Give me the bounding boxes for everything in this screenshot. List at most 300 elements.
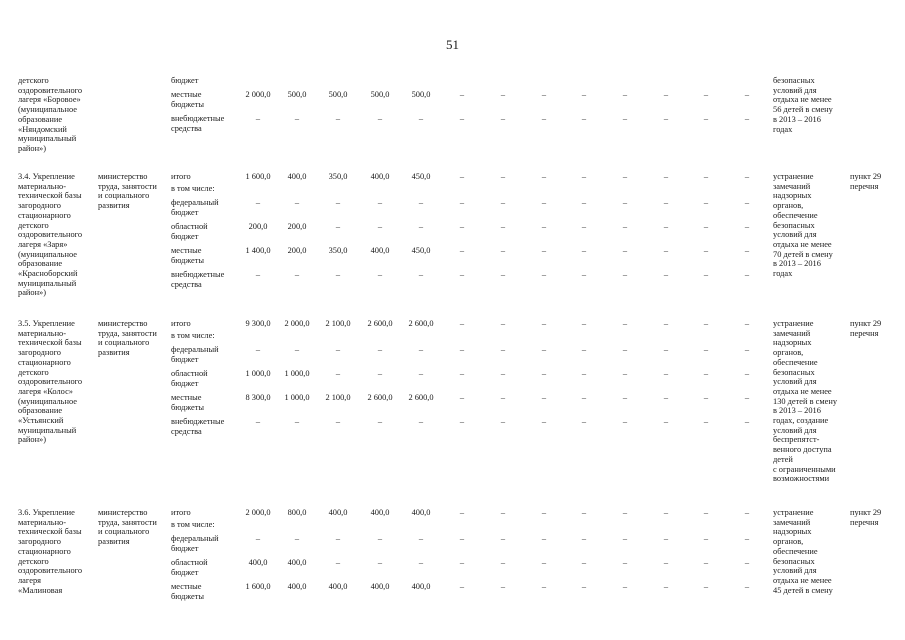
funding-amount-cell: 1 600,0 xyxy=(245,172,271,181)
measure-name-line: лагеря xyxy=(18,575,41,585)
funding-amount-cell: – xyxy=(418,558,424,567)
empty-year-cell: – xyxy=(703,582,709,591)
empty-year-cell: – xyxy=(500,345,506,354)
empty-year-cell: – xyxy=(663,246,669,255)
funding-amount-cell: – xyxy=(335,198,341,207)
funding-amount-cell: – xyxy=(294,417,300,426)
empty-year-cell: – xyxy=(541,172,547,181)
empty-year-cell: – xyxy=(541,534,547,543)
empty-year-cell: – xyxy=(622,90,628,99)
measure-name-line: образование xyxy=(18,406,63,416)
funding-source-label: местные xyxy=(171,582,202,591)
measure-name-line: технической базы xyxy=(18,338,82,348)
empty-year-cell: – xyxy=(703,345,709,354)
empty-year-cell: – xyxy=(622,114,628,123)
empty-year-cell: – xyxy=(622,508,628,517)
empty-year-cell: – xyxy=(703,534,709,543)
measure-name-line: загородного xyxy=(18,201,61,211)
measure-name-line: «Устьянский xyxy=(18,416,64,425)
empty-year-cell: – xyxy=(459,90,465,99)
expected-result-line: обеспечение xyxy=(773,546,818,556)
empty-year-cell: – xyxy=(663,534,669,543)
empty-year-cell: – xyxy=(581,319,587,328)
empty-year-cell: – xyxy=(459,198,465,207)
empty-year-cell: – xyxy=(500,508,506,517)
funding-amount-cell: – xyxy=(377,270,383,279)
funding-amount-cell: – xyxy=(377,369,383,378)
expected-result-line: отдыха не менее xyxy=(773,95,832,105)
executor-line: министерство xyxy=(98,172,148,181)
funding-amount-cell: 400,0 xyxy=(370,246,390,255)
empty-year-cell: – xyxy=(663,90,669,99)
empty-year-cell: – xyxy=(459,393,465,402)
empty-year-cell: – xyxy=(663,114,669,123)
measure-name-line: материально- xyxy=(18,328,67,338)
empty-year-cell: – xyxy=(500,369,506,378)
executor-line: труда, занятости xyxy=(98,328,157,338)
funding-source-label: бюджет xyxy=(171,567,199,577)
empty-year-cell: – xyxy=(744,172,750,181)
empty-year-cell: – xyxy=(459,114,465,123)
expected-result-line: устранение xyxy=(773,172,814,181)
empty-year-cell: – xyxy=(622,222,628,231)
empty-year-cell: – xyxy=(459,345,465,354)
funding-amount-cell: – xyxy=(255,114,261,123)
funding-amount-cell: – xyxy=(377,534,383,543)
expected-result-line: замечаний xyxy=(773,517,811,527)
empty-year-cell: – xyxy=(500,198,506,207)
funding-amount-cell: – xyxy=(255,198,261,207)
funding-source-label: бюджет xyxy=(171,207,199,217)
empty-year-cell: – xyxy=(744,345,750,354)
measure-name-line: материально- xyxy=(18,517,67,527)
empty-year-cell: – xyxy=(581,222,587,231)
funding-amount-cell: 450,0 xyxy=(411,172,431,181)
empty-year-cell: – xyxy=(703,270,709,279)
empty-year-cell: – xyxy=(581,582,587,591)
empty-year-cell: – xyxy=(622,417,628,426)
empty-year-cell: – xyxy=(703,222,709,231)
empty-year-cell: – xyxy=(541,114,547,123)
empty-year-cell: – xyxy=(459,172,465,181)
funding-amount-cell: 2 600,0 xyxy=(408,319,434,328)
empty-year-cell: – xyxy=(622,198,628,207)
funding-amount-cell: – xyxy=(335,222,341,231)
empty-year-cell: – xyxy=(459,270,465,279)
empty-year-cell: – xyxy=(581,246,587,255)
funding-source-label: внебюджетные xyxy=(171,417,225,426)
empty-year-cell: – xyxy=(703,558,709,567)
measure-name-line: стационарного xyxy=(18,357,71,367)
funding-amount-cell: 1 000,0 xyxy=(245,369,271,378)
expected-result-line: венного доступа xyxy=(773,445,832,455)
empty-year-cell: – xyxy=(541,369,547,378)
empty-year-cell: – xyxy=(459,319,465,328)
empty-year-cell: – xyxy=(581,198,587,207)
empty-year-cell: – xyxy=(541,246,547,255)
empty-year-cell: – xyxy=(622,172,628,181)
funding-amount-cell: – xyxy=(418,114,424,123)
funding-amount-cell: – xyxy=(418,417,424,426)
funding-amount-cell: 8 300,0 xyxy=(245,393,271,402)
measure-name-line: (муниципальное xyxy=(18,105,77,115)
expected-result-line: органов, xyxy=(773,348,804,358)
empty-year-cell: – xyxy=(663,582,669,591)
expected-result-line: условий для xyxy=(773,425,817,435)
empty-year-cell: – xyxy=(541,222,547,231)
empty-year-cell: – xyxy=(541,198,547,207)
funding-amount-cell: 400,0 xyxy=(370,172,390,181)
empty-year-cell: – xyxy=(622,558,628,567)
expected-result-line: условий для xyxy=(773,230,817,240)
measure-name-line: загородного xyxy=(18,537,61,547)
empty-year-cell: – xyxy=(581,345,587,354)
expected-result-line: 56 детей в смену xyxy=(773,105,833,115)
measure-name-line: лагеря «Колос» xyxy=(18,386,73,396)
empty-year-cell: – xyxy=(500,417,506,426)
funding-amount-cell: – xyxy=(294,114,300,123)
empty-year-cell: – xyxy=(744,246,750,255)
funding-source-label: в том числе: xyxy=(171,184,215,193)
executor-line: развития xyxy=(98,348,130,358)
empty-year-cell: – xyxy=(622,534,628,543)
expected-result-line: условий для xyxy=(773,377,817,387)
funding-amount-cell: – xyxy=(335,558,341,567)
executor-line: и социального xyxy=(98,527,150,537)
funding-source-label: бюджет xyxy=(171,76,199,85)
funding-amount-cell: – xyxy=(255,345,261,354)
funding-source-label: местные xyxy=(171,90,202,99)
executor-line: и социального xyxy=(98,338,150,348)
funding-amount-cell: – xyxy=(377,345,383,354)
funding-amount-cell: – xyxy=(255,534,261,543)
funding-amount-cell: 1 600,0 xyxy=(245,582,271,591)
empty-year-cell: – xyxy=(703,172,709,181)
empty-year-cell: – xyxy=(744,198,750,207)
measure-name-line: «Няндомский xyxy=(18,124,67,134)
measure-name-line: (муниципальное xyxy=(18,396,77,406)
expected-result-line: 45 детей в смену xyxy=(773,585,833,595)
funding-source-label: бюджеты xyxy=(171,255,205,265)
funding-amount-cell: – xyxy=(335,417,341,426)
funding-amount-cell: – xyxy=(377,198,383,207)
funding-amount-cell: 400,0 xyxy=(287,558,307,567)
measure-name-line: район») xyxy=(18,288,47,298)
empty-year-cell: – xyxy=(663,369,669,378)
empty-year-cell: – xyxy=(744,508,750,517)
empty-year-cell: – xyxy=(459,222,465,231)
executor-line: министерство xyxy=(98,319,148,328)
funding-amount-cell: 200,0 xyxy=(248,222,268,231)
empty-year-cell: – xyxy=(541,393,547,402)
empty-year-cell: – xyxy=(500,270,506,279)
funding-amount-cell: 2 000,0 xyxy=(245,90,271,99)
measure-name-line: лагеря «Заря» xyxy=(18,239,68,249)
measure-name-line: муниципальный xyxy=(18,134,77,144)
funding-source-label: итого xyxy=(171,508,191,517)
expected-result-line: безопасных xyxy=(773,556,815,566)
funding-amount-cell: 400,0 xyxy=(328,508,348,517)
executor-line: развития xyxy=(98,537,130,547)
expected-result-line: обеспечение xyxy=(773,357,818,367)
funding-amount-cell: 400,0 xyxy=(370,582,390,591)
funding-amount-cell: 200,0 xyxy=(287,246,307,255)
funding-source-label: местные xyxy=(171,246,202,255)
funding-amount-cell: – xyxy=(255,270,261,279)
empty-year-cell: – xyxy=(703,114,709,123)
expected-result-line: годах, создание xyxy=(773,416,829,425)
funding-amount-cell: 2 000,0 xyxy=(245,508,271,517)
empty-year-cell: – xyxy=(622,246,628,255)
expected-result-line: устранение xyxy=(773,508,814,517)
funding-source-label: в том числе: xyxy=(171,520,215,529)
empty-year-cell: – xyxy=(541,558,547,567)
reference-line: перечня xyxy=(850,517,879,527)
measure-name-line: загородного xyxy=(18,348,61,358)
funding-amount-cell: – xyxy=(294,270,300,279)
empty-year-cell: – xyxy=(541,90,547,99)
funding-amount-cell: 1 000,0 xyxy=(284,393,310,402)
empty-year-cell: – xyxy=(663,222,669,231)
empty-year-cell: – xyxy=(500,222,506,231)
empty-year-cell: – xyxy=(500,534,506,543)
expected-result-line: в 2013 – 2016 xyxy=(773,406,821,416)
empty-year-cell: – xyxy=(500,114,506,123)
funding-source-label: итого xyxy=(171,172,191,181)
funding-amount-cell: 450,0 xyxy=(411,246,431,255)
measure-name-line: 3.5. Укрепление xyxy=(18,319,75,328)
expected-result-line: годах xyxy=(773,124,793,134)
funding-amount-cell: 400,0 xyxy=(328,582,348,591)
reference-line: пункт 29 xyxy=(850,172,882,181)
funding-amount-cell: 2 000,0 xyxy=(284,319,310,328)
funding-source-label: в том числе: xyxy=(171,331,215,340)
funding-source-label: областной xyxy=(171,222,208,231)
funding-source-label: бюджеты xyxy=(171,402,205,412)
empty-year-cell: – xyxy=(581,417,587,426)
measure-name-line: стационарного xyxy=(18,546,71,556)
empty-year-cell: – xyxy=(581,393,587,402)
measure-name-line: материально- xyxy=(18,181,67,191)
empty-year-cell: – xyxy=(581,270,587,279)
measure-name-line: детского xyxy=(18,367,49,377)
funding-amount-cell: 1 400,0 xyxy=(245,246,271,255)
executor-line: труда, занятости xyxy=(98,517,157,527)
empty-year-cell: – xyxy=(622,270,628,279)
empty-year-cell: – xyxy=(703,369,709,378)
empty-year-cell: – xyxy=(581,508,587,517)
expected-result-line: органов, xyxy=(773,201,804,211)
funding-amount-cell: 2 100,0 xyxy=(325,393,351,402)
measure-name-line: 3.6. Укрепление xyxy=(18,508,75,517)
page-number: 51 xyxy=(446,37,459,52)
funding-amount-cell: – xyxy=(418,369,424,378)
empty-year-cell: – xyxy=(541,417,547,426)
funding-amount-cell: – xyxy=(377,558,383,567)
empty-year-cell: – xyxy=(663,393,669,402)
expected-result-line: в 2013 – 2016 xyxy=(773,114,821,124)
empty-year-cell: – xyxy=(541,270,547,279)
empty-year-cell: – xyxy=(744,319,750,328)
empty-year-cell: – xyxy=(622,582,628,591)
empty-year-cell: – xyxy=(581,114,587,123)
funding-source-label: областной xyxy=(171,558,208,567)
funding-source-label: бюджет xyxy=(171,231,199,241)
expected-result-line: условий для xyxy=(773,566,817,576)
expected-result-line: устранение xyxy=(773,319,814,328)
empty-year-cell: – xyxy=(703,393,709,402)
empty-year-cell: – xyxy=(703,417,709,426)
funding-source-label: бюджет xyxy=(171,354,199,364)
measure-name-line: оздоровительного xyxy=(18,377,83,387)
measure-name-line: детского xyxy=(18,556,49,566)
funding-amount-cell: 9 300,0 xyxy=(245,319,271,328)
empty-year-cell: – xyxy=(581,90,587,99)
expected-result-line: надзорных xyxy=(773,527,812,537)
empty-year-cell: – xyxy=(459,417,465,426)
empty-year-cell: – xyxy=(459,508,465,517)
expected-result-line: безопасных xyxy=(773,76,815,85)
measure-name-line: муниципальный xyxy=(18,278,77,288)
empty-year-cell: – xyxy=(622,393,628,402)
funding-amount-cell: 400,0 xyxy=(411,582,431,591)
empty-year-cell: – xyxy=(541,319,547,328)
funding-amount-cell: – xyxy=(418,345,424,354)
funding-amount-cell: – xyxy=(335,345,341,354)
measure-name-line: технической базы xyxy=(18,527,82,537)
empty-year-cell: – xyxy=(500,319,506,328)
funding-amount-cell: 500,0 xyxy=(411,90,431,99)
expected-result-line: годах xyxy=(773,269,793,278)
funding-amount-cell: 1 000,0 xyxy=(284,369,310,378)
empty-year-cell: – xyxy=(500,582,506,591)
funding-amount-cell: – xyxy=(418,198,424,207)
funding-amount-cell: 400,0 xyxy=(248,558,268,567)
measure-name-line: оздоровительного xyxy=(18,566,83,576)
funding-amount-cell: – xyxy=(377,114,383,123)
empty-year-cell: – xyxy=(541,582,547,591)
funding-source-label: средства xyxy=(171,426,202,436)
expected-result-line: с ограниченными xyxy=(773,464,836,474)
empty-year-cell: – xyxy=(744,270,750,279)
funding-amount-cell: 800,0 xyxy=(287,508,307,517)
empty-year-cell: – xyxy=(744,582,750,591)
empty-year-cell: – xyxy=(663,558,669,567)
funding-amount-cell: 2 600,0 xyxy=(408,393,434,402)
funding-source-label: федеральный xyxy=(171,345,219,354)
expected-result-line: безопасных xyxy=(773,220,815,230)
funding-amount-cell: 2 100,0 xyxy=(325,319,351,328)
empty-year-cell: – xyxy=(622,369,628,378)
empty-year-cell: – xyxy=(744,417,750,426)
funding-source-label: средства xyxy=(171,279,202,289)
empty-year-cell: – xyxy=(581,558,587,567)
executor-line: министерство xyxy=(98,508,148,517)
funding-amount-cell: 500,0 xyxy=(287,90,307,99)
measure-name-line: оздоровительного xyxy=(18,85,83,95)
funding-amount-cell: – xyxy=(377,417,383,426)
funding-amount-cell: 400,0 xyxy=(370,508,390,517)
empty-year-cell: – xyxy=(581,534,587,543)
funding-amount-cell: 350,0 xyxy=(328,246,348,255)
reference-line: пункт 29 xyxy=(850,508,882,517)
empty-year-cell: – xyxy=(459,558,465,567)
measure-name-line: район») xyxy=(18,435,47,445)
expected-result-line: отдыха не менее xyxy=(773,386,832,396)
funding-source-label: бюджеты xyxy=(171,591,205,601)
empty-year-cell: – xyxy=(663,198,669,207)
funding-amount-cell: – xyxy=(255,417,261,426)
expected-result-line: условий для xyxy=(773,85,817,95)
funding-source-label: федеральный xyxy=(171,198,219,207)
empty-year-cell: – xyxy=(622,345,628,354)
empty-year-cell: – xyxy=(703,319,709,328)
funding-amount-cell: 500,0 xyxy=(370,90,390,99)
expected-result-line: замечаний xyxy=(773,328,811,338)
expected-result-line: надзорных xyxy=(773,191,812,201)
expected-result-line: детей xyxy=(773,454,793,464)
empty-year-cell: – xyxy=(541,345,547,354)
measure-name-line: 3.4. Укрепление xyxy=(18,172,75,181)
funding-amount-cell: – xyxy=(418,534,424,543)
funding-source-label: внебюджетные xyxy=(171,270,225,279)
empty-year-cell: – xyxy=(663,172,669,181)
funding-amount-cell: 400,0 xyxy=(411,508,431,517)
measure-name-line: стационарного xyxy=(18,210,71,220)
expected-result-line: надзорных xyxy=(773,338,812,348)
expected-result-line: в 2013 – 2016 xyxy=(773,259,821,269)
empty-year-cell: – xyxy=(459,534,465,543)
funding-amount-cell: – xyxy=(294,198,300,207)
empty-year-cell: – xyxy=(500,90,506,99)
empty-year-cell: – xyxy=(744,558,750,567)
funding-source-label: местные xyxy=(171,393,202,402)
expected-result-line: отдыха не менее xyxy=(773,575,832,585)
measure-name-line: «Малиновая xyxy=(18,585,63,595)
measure-name-line: район») xyxy=(18,143,47,153)
executor-line: развития xyxy=(98,201,130,211)
empty-year-cell: – xyxy=(744,393,750,402)
measure-name-line: технической базы xyxy=(18,191,82,201)
empty-year-cell: – xyxy=(744,114,750,123)
empty-year-cell: – xyxy=(663,270,669,279)
empty-year-cell: – xyxy=(744,369,750,378)
measure-name-line: лагеря «Боровое» xyxy=(18,95,81,105)
measure-name-line: «Красноборский xyxy=(18,269,78,278)
funding-amount-cell: 400,0 xyxy=(287,172,307,181)
executor-line: труда, занятости xyxy=(98,181,157,191)
empty-year-cell: – xyxy=(744,222,750,231)
funding-amount-cell: 200,0 xyxy=(287,222,307,231)
empty-year-cell: – xyxy=(500,393,506,402)
empty-year-cell: – xyxy=(703,198,709,207)
reference-line: пункт 29 xyxy=(850,319,882,328)
funding-amount-cell: 350,0 xyxy=(328,172,348,181)
measure-name-line: оздоровительного xyxy=(18,230,83,240)
empty-year-cell: – xyxy=(500,246,506,255)
expected-result-line: беспрепятст- xyxy=(773,435,820,445)
expected-result-line: отдыха не менее xyxy=(773,239,832,249)
empty-year-cell: – xyxy=(663,319,669,328)
empty-year-cell: – xyxy=(541,508,547,517)
funding-source-label: внебюджетные xyxy=(171,114,225,123)
empty-year-cell: – xyxy=(663,508,669,517)
funding-source-label: бюджеты xyxy=(171,99,205,109)
funding-amount-cell: – xyxy=(294,534,300,543)
funding-amount-cell: – xyxy=(335,369,341,378)
funding-source-label: бюджет xyxy=(171,543,199,553)
empty-year-cell: – xyxy=(744,90,750,99)
